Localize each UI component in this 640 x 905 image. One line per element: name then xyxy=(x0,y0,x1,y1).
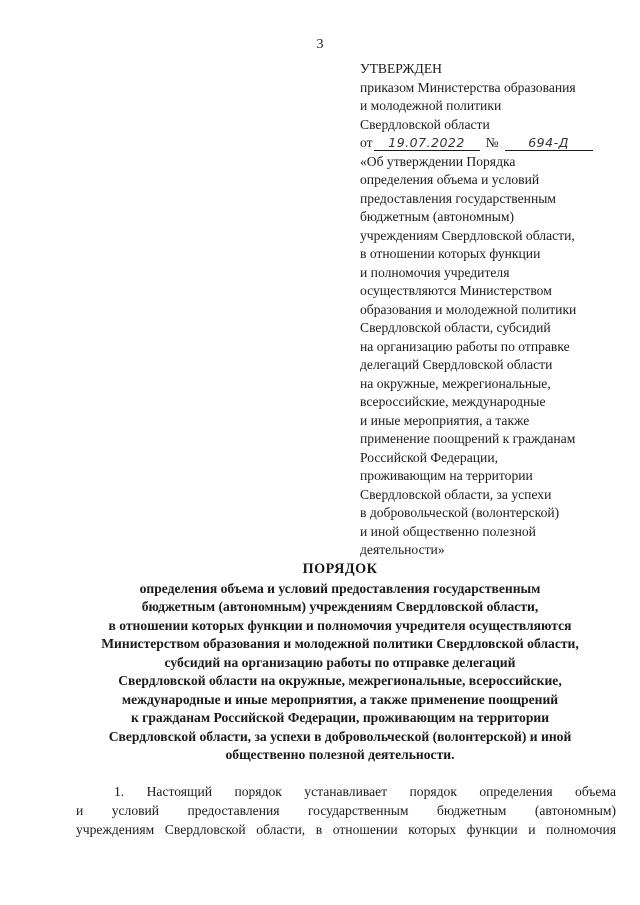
handwritten-date: 19.07.2022 xyxy=(374,135,480,151)
order-title-line: Российской Федерации, xyxy=(360,449,498,465)
approval-stamp xyxy=(360,60,620,560)
approval-heading: УТВЕРЖДЕН xyxy=(360,61,442,76)
number-prefix: № xyxy=(485,135,499,150)
approval-line: Свердловской области xyxy=(360,116,490,132)
title-line: Свердловской области, за успехи в добровольческой (волонтерской) и иной xyxy=(108,728,572,744)
body-line: и условий предоставления государственным бюджетным (автономным) xyxy=(76,803,616,818)
title-line: бюджетным (автономным) учреждениям Свердловской области, xyxy=(141,599,539,614)
order-title-line: Свердловской области, за успехи xyxy=(360,486,552,502)
title-main: ПОРЯДОК xyxy=(302,561,378,577)
order-title-line: осуществляются Министерством xyxy=(360,283,552,298)
approval-line: приказом Министерства образования xyxy=(360,79,576,95)
title-line: к гражданам Российской Федерации, проживающим на территории xyxy=(130,710,550,725)
order-title-line: учреждениям Свердловской области, xyxy=(360,227,575,243)
order-title-line: делегаций Свердловской области xyxy=(360,357,553,372)
order-title-line: всероссийские, международные xyxy=(360,394,546,409)
order-title-line: и полномочия учредителя xyxy=(360,264,510,280)
order-title-line: в добровольческой (волонтерской) xyxy=(360,505,560,520)
order-title-line: на окружные, межрегиональные, xyxy=(360,375,551,391)
order-date-number xyxy=(360,134,620,153)
order-title-line: «Об утверждении Порядка xyxy=(360,153,516,169)
title-line: международные и иные мероприятия, а также применение поощрений xyxy=(121,691,559,707)
order-title-line: и иные мероприятия, а также xyxy=(360,412,530,428)
order-title-line: деятельности» xyxy=(360,542,445,557)
order-title-line: на организацию работы по отправке xyxy=(360,338,570,354)
order-title-line: Свердловской области, субсидий xyxy=(360,320,551,335)
order-title-line: образования и молодежной политики xyxy=(360,301,577,317)
title-line: общественно полезной деятельности. xyxy=(225,747,455,762)
body-line: учреждениям Свердловской области, в отношении которых функции и полномочия xyxy=(76,822,616,837)
title-line: субсидий на организацию работы по отправке делегаций xyxy=(164,654,516,670)
order-title-line: в отношении которых функции xyxy=(360,246,541,261)
order-title-line: применение поощрений к гражданам xyxy=(360,431,576,446)
title-line: определения объема и условий предоставления государственным xyxy=(139,580,541,596)
order-title-line: и иной общественно полезной xyxy=(360,523,536,539)
approval-line: и молодежной политики xyxy=(360,98,502,113)
date-prefix: от xyxy=(360,135,373,150)
order-title-line: предоставления государственным xyxy=(360,190,556,206)
title-line: Свердловской области на окружные, межрегиональные, всероссийские, xyxy=(118,673,562,688)
body-line: 1. Настоящий порядок устанавливает порядок определения объема xyxy=(114,784,616,799)
handwritten-number: 694-Д xyxy=(505,135,593,151)
body-paragraph xyxy=(76,782,616,839)
document-title xyxy=(60,560,620,765)
order-title-line: определения объема и условий xyxy=(360,172,540,187)
title-line: Министерством образования и молодежной политики Свердловской области, xyxy=(101,636,579,651)
page-number: 3 xyxy=(316,37,324,52)
order-title-line: проживающим на территории xyxy=(360,468,533,483)
title-line: в отношении которых функции и полномочия учредителя осуществляются xyxy=(108,617,572,633)
order-title-line: бюджетным (автономным) xyxy=(360,209,515,224)
